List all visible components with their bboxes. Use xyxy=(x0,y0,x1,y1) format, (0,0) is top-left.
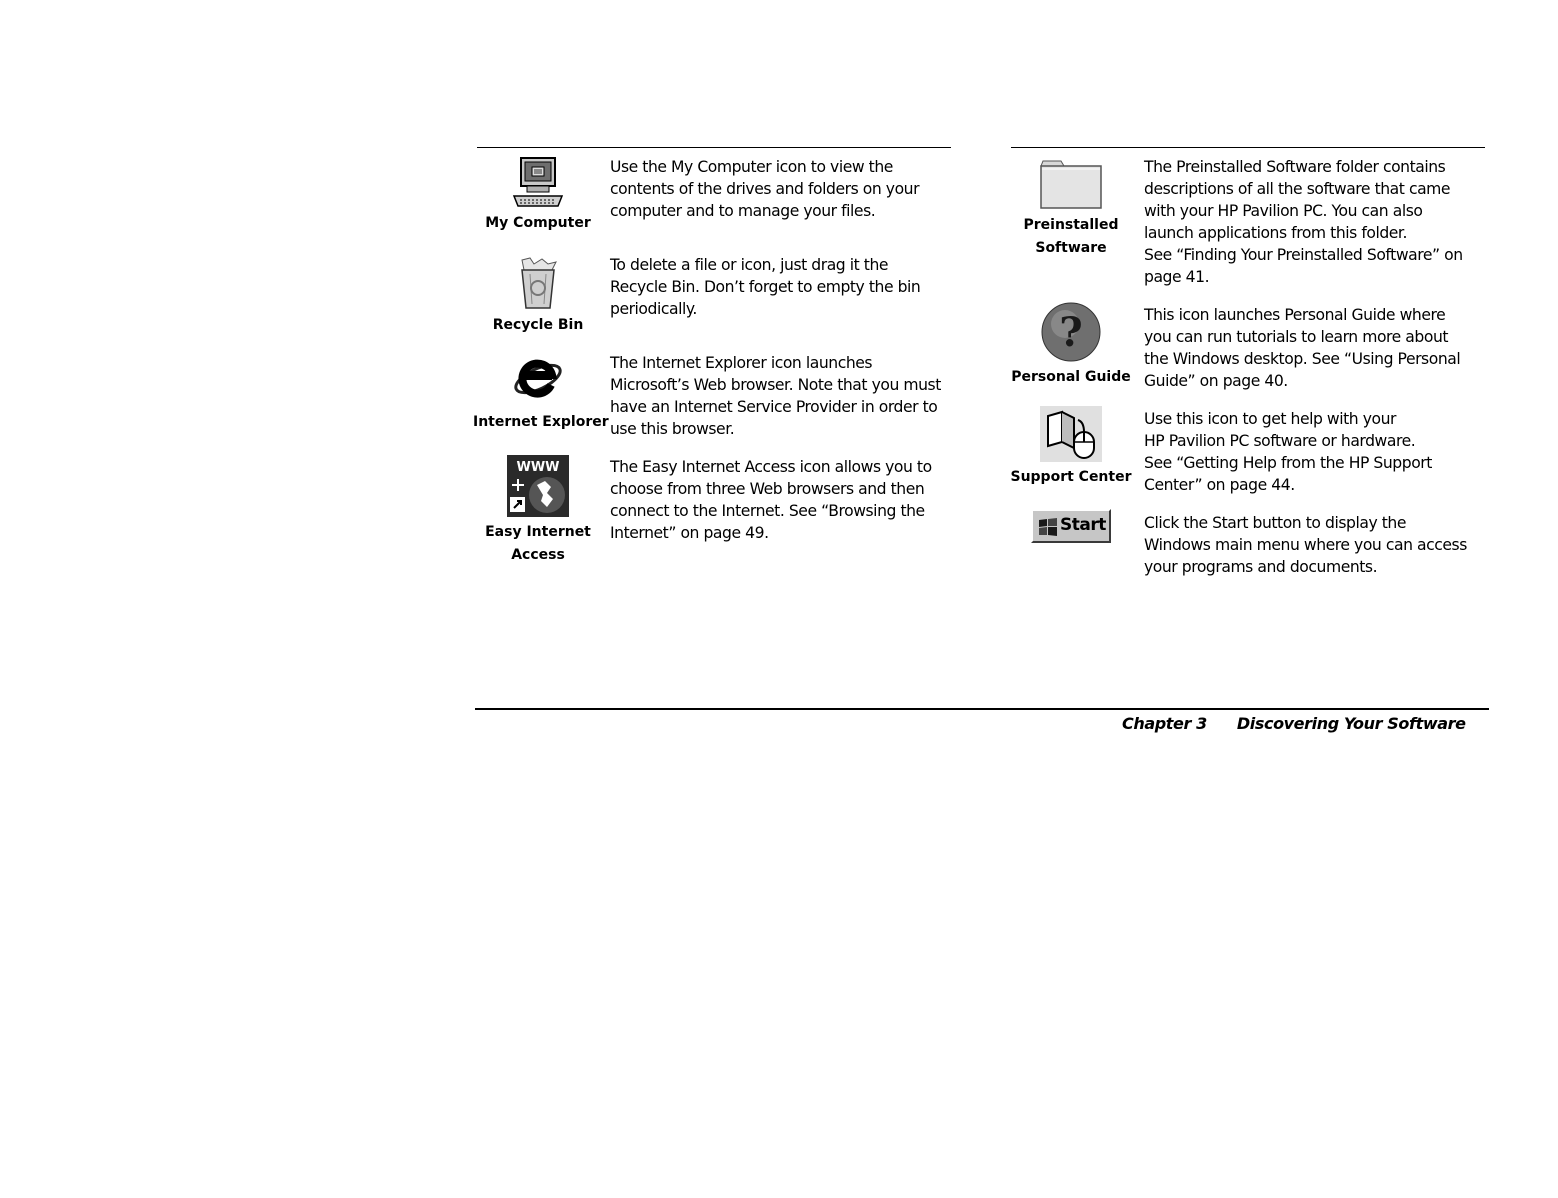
entry-description: Click the Start button to display the Windows main menu where you can access your programs and documents. xyxy=(1144,514,1467,576)
entry-label: Support Center xyxy=(1010,469,1132,485)
entry-label: My Computer xyxy=(485,215,591,231)
entry-label: Recycle Bin xyxy=(492,317,584,333)
entry-description: Use this icon to get help with your HP Pavilion PC software or hardware. See “Getting Help from the HP Support Center” on page 44. xyxy=(1144,410,1432,494)
support-center-icon xyxy=(1040,406,1102,462)
recycle-bin-icon xyxy=(512,256,564,310)
svg-text:?: ? xyxy=(1059,309,1083,356)
folder-icon xyxy=(1039,158,1103,210)
internet-explorer-icon xyxy=(511,353,565,407)
top-rule-right xyxy=(1011,147,1485,148)
internet-explorer-entry xyxy=(473,353,609,434)
entry-description: Use the My Computer icon to view the contents of the drives and folders on your computer and to manage your files. xyxy=(610,158,920,220)
start-button-entry xyxy=(1006,509,1136,547)
page-footer xyxy=(1122,714,1466,733)
question-mark-icon xyxy=(1039,302,1103,362)
entry-description: To delete a file or icon, just drag it the Recycle Bin. Don’t forget to empty the bin periodically. xyxy=(610,256,921,318)
entry-description: The Preinstalled Software folder contains descriptions of all the software that came with your HP Pavilion PC. You can also launch applications from this folder. See “Finding Your Preinstalled Software” on page 41. xyxy=(1144,158,1463,286)
entry-label: Internet Explorer xyxy=(473,414,609,430)
entry-label: Preinstalled Software xyxy=(1023,217,1119,256)
support-center-entry xyxy=(1006,406,1136,489)
footer-title: Discovering Your Software xyxy=(1236,714,1466,733)
personal-guide-entry xyxy=(1006,302,1136,389)
entry-description: The Easy Internet Access icon allows you to choose from three Web browsers and then connect to the Internet. See “Browsing the Internet” on page 49. xyxy=(610,458,932,542)
entry-label: Easy Internet Access xyxy=(485,524,591,563)
entry-description: The Internet Explorer icon launches Microsoft’s Web browser. Note that you must have an Internet Service Provider in order to use this browser. xyxy=(610,354,941,438)
start-button-icon xyxy=(1031,509,1111,543)
top-rule-left xyxy=(477,147,951,148)
my-computer-entry xyxy=(473,156,603,235)
footer-chapter: Chapter 3 xyxy=(1122,714,1207,733)
footer-rule xyxy=(475,708,1489,710)
start-button-label: Start xyxy=(1060,515,1106,535)
entry-description: This icon launches Personal Guide where you can run tutorials to learn more about the Windows desktop. See “Using Personal Guide” on page 40. xyxy=(1144,306,1461,390)
preinstalled-software-entry xyxy=(1006,158,1136,260)
windows-flag-icon xyxy=(1037,516,1059,538)
my-computer-icon xyxy=(512,156,564,208)
entry-label: Personal Guide xyxy=(1011,369,1131,385)
easy-internet-access-icon xyxy=(507,455,569,517)
svg-text:WWW: WWW xyxy=(516,460,560,475)
recycle-bin-entry xyxy=(473,256,603,337)
easy-internet-access-entry xyxy=(473,455,603,567)
